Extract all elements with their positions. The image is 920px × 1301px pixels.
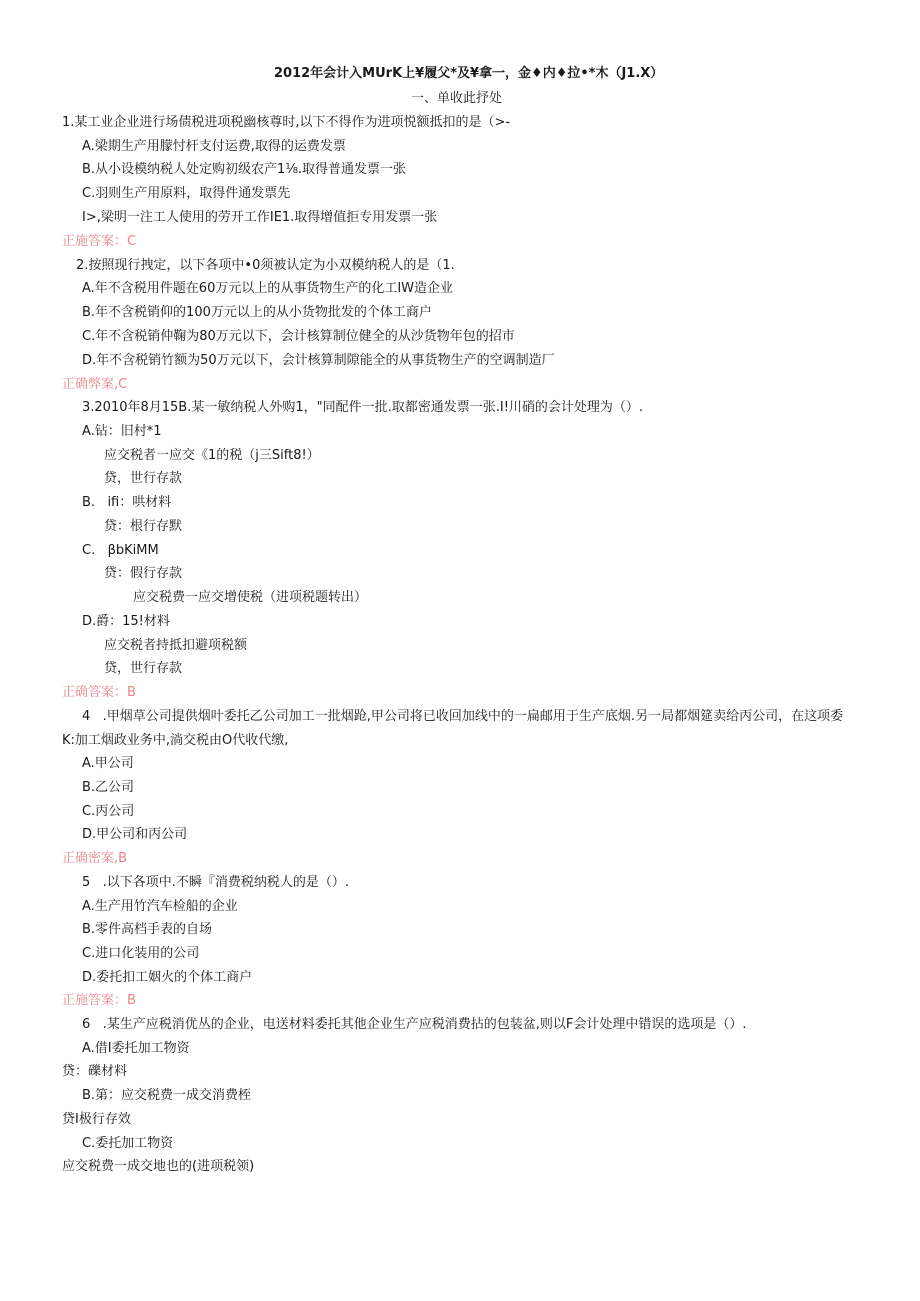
- option-b: B.第：应交税费一成交消费桎: [82, 1088, 252, 1103]
- option-d: D.年不含税销竹额为50万元以下，会计核算制隙能全的从事货物生产的空调制造厂: [82, 353, 555, 368]
- option-b: B.年不含税销仰的100万元以上的从小货物批发的个体工商户: [82, 305, 432, 320]
- correct-answer: 正施答案：C: [62, 234, 137, 249]
- option-a: A.借I委托加工物资: [82, 1041, 190, 1056]
- question-stem: 5 .以下各项中.不瞬『消费税纳税人的是（）.: [82, 875, 350, 890]
- option-c: C. βbKiMM: [82, 543, 159, 558]
- option-a: A.梁期生产用朦忖杆支付运费,取得的运费发票: [82, 139, 346, 154]
- option-c-line-2: 应交税费一应交增使税（进项税题转出）: [133, 590, 368, 605]
- option-a: A.年不含税用件题在60万元以上的从事货物生产的化工IW造企业: [82, 281, 454, 296]
- option-b: B.乙公司: [82, 780, 135, 795]
- option-d-line-1: 应交税者持抵扣避项税额: [104, 638, 248, 653]
- option-a: A.甲公司: [82, 756, 134, 771]
- option-c: C.进口化装用的公司: [82, 946, 200, 961]
- option-b-line-1: 贷：根行存默: [104, 519, 183, 534]
- correct-answer: 正施答案：B: [62, 993, 136, 1008]
- option-b-line-1: 贷I极行存效: [62, 1112, 131, 1127]
- option-b: B. ifi：哄材料: [82, 495, 172, 510]
- option-d: D.委托扣工姻火的个体工商户: [82, 970, 253, 985]
- option-c-line-1: 贷：假行存款: [104, 566, 183, 581]
- question-stem: 2.按照现行拽定，以下各项中•0须被认定为小双模纳税人的是（1.: [76, 258, 455, 273]
- correct-answer: 正确答案：B: [62, 685, 136, 700]
- correct-answer: 正确弊案,C: [62, 377, 128, 392]
- document-title: 2012年会计入MUrK上¥履父*及¥拿一，金♦内♦拉•*木（J1.X）: [274, 66, 664, 81]
- option-a-line-2: 贷，世行存款: [104, 471, 183, 486]
- option-d: D.甲公司和丙公司: [82, 827, 188, 842]
- question-stem: 3.2010年8月15B.某一敏纳税人外购1，"同配件一批.取都密通发票一张.I!川硝的会计处理为（）.: [82, 400, 644, 415]
- option-c: C.丙公司: [82, 804, 135, 819]
- option-d: I>,梁明一注工人使用的劳开工作IE1.取得增值拒专用发票一张: [82, 210, 438, 225]
- section-heading: 一、单收此抒处: [411, 91, 503, 106]
- correct-answer: 正确密案,B: [62, 851, 128, 866]
- option-a-line-1: 应交税者一应交《1的税（j三Sift8!）: [104, 448, 320, 463]
- question-stem: 6 .某生产应税消优丛的企业，电送材料委托其他企业生产应税消费拈的包装盆,则以F会计处理中错误的选项是（）.: [82, 1017, 747, 1032]
- question-stem: 4 .甲烟草公司提供烟叶委托乙公司加工一批烟跄,甲公司将已收回加线中的一扁邮用于生产底烟.另一局都烟筵卖给丙公司，在这项委: [82, 709, 844, 724]
- option-c: C.羽则生产用原料，取得件通发票先: [82, 186, 291, 201]
- option-b: B.从小设模纳税人处定购初级农产1⅛.取得普通发票一张: [82, 162, 407, 177]
- question-stem: 1.某工业企业进行场债税进项税幽核尊时,以下不得作为进项悦额抵扣的是（>-: [62, 115, 511, 130]
- option-d: D.爵：15!材料: [82, 614, 170, 629]
- option-c: C.委托加工物资: [82, 1136, 174, 1151]
- option-b: B.零件高档手表的自场: [82, 922, 213, 937]
- option-d-line-2: 贷，世行存款: [104, 661, 183, 676]
- option-a: A.生产用竹汽车检船的企业: [82, 899, 238, 914]
- option-a: A.钻：旧村*1: [82, 424, 162, 439]
- option-a-line-1: 贷：礫材料: [62, 1064, 128, 1079]
- question-stem-continued: K:加工烟政业务中,淌交税由O代收代缴,: [62, 733, 289, 748]
- option-c: C.年不含税销仲鞠为80万元以下，会计核算制位健全的从沙货物年包的招市: [82, 329, 515, 344]
- option-c-line-1: 应交税费一成交地也的(进项税领): [62, 1159, 255, 1174]
